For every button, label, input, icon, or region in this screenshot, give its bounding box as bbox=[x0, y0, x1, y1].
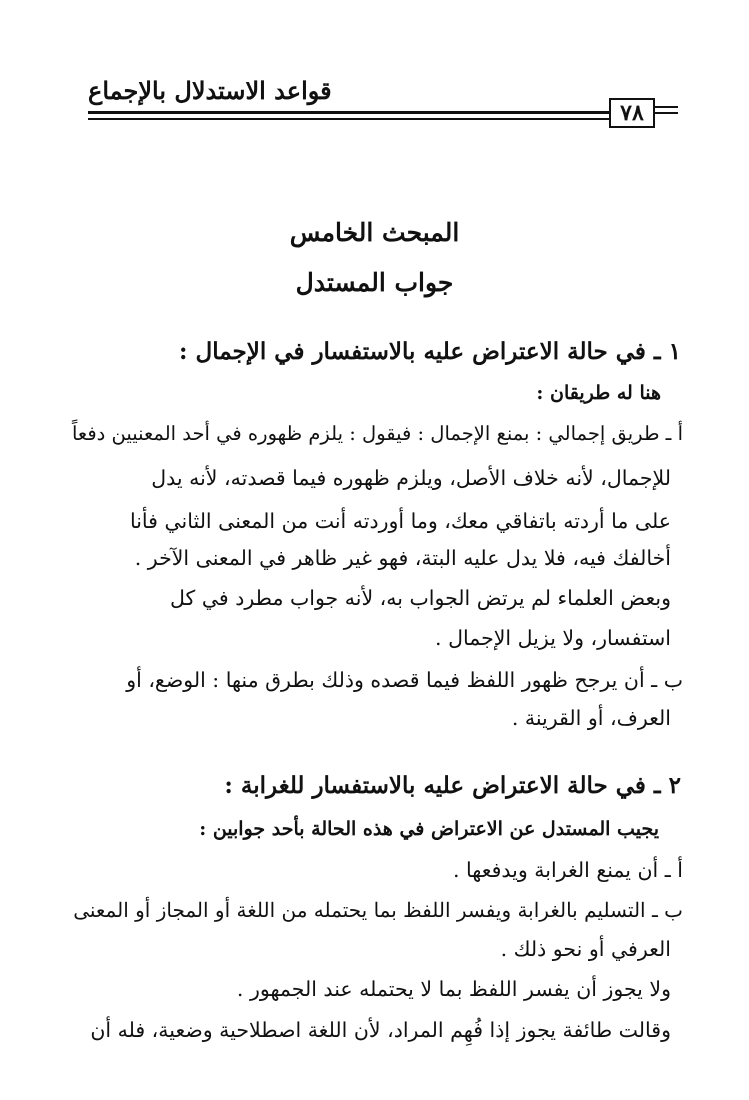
part1-heading: ١ ـ في حالة الاعتراض عليه بالاستفسار في الإجمال : bbox=[179, 338, 681, 365]
part2-intro: يجيب المستدل عن الاعتراض في هذه الحالة بأحد جوابين : bbox=[199, 818, 659, 840]
part1-line: استفسار، ولا يزيل الإجمال . bbox=[435, 626, 671, 650]
section-subtitle: جواب المستدل bbox=[295, 268, 454, 297]
part1-line: على ما أردته باتفاقي معك، وما أوردته أنت من المعنى الثاني فأنا bbox=[129, 509, 671, 533]
part1-line: أ ـ طريق إجمالي : بمنع الإجمال : فيقول : يلزم ظهوره في أحد المعنيين دفعاً bbox=[71, 422, 683, 445]
part1-line: للإجمال، لأنه خلاف الأصل، ويلزم ظهوره فيما قصدته، لأنه يدل bbox=[151, 466, 671, 490]
page-number-box bbox=[609, 98, 655, 128]
part1-line: العرف، أو القرينة . bbox=[511, 706, 671, 730]
part2-line: أ ـ أن يمنع الغرابة ويدفعها . bbox=[452, 858, 683, 882]
header-rule-thin bbox=[88, 118, 648, 120]
part1-line: ب ـ أن يرجح ظهور اللفظ فيما قصده وذلك بطرق منها : الوضع، أو bbox=[126, 668, 683, 692]
header-rule-thick bbox=[88, 111, 648, 114]
part2-heading: ٢ ـ في حالة الاعتراض عليه بالاستفسار للغرابة : bbox=[224, 772, 681, 799]
part2-line: العرفي أو نحو ذلك . bbox=[500, 937, 671, 961]
part1-intro: هنا له طريقان : bbox=[536, 382, 661, 404]
page-number: ٧٨ bbox=[620, 100, 644, 126]
section-title: المبحث الخامس bbox=[289, 218, 460, 247]
part2-line: ولا يجوز أن يفسر اللفظ بما لا يحتمله عند الجمهور . bbox=[236, 977, 671, 1001]
part1-line: أخالفك فيه، فلا يدل عليه البتة، فهو غير ظاهر في المعنى الآخر . bbox=[134, 546, 671, 570]
part1-line: وبعض العلماء لم يرتض الجواب به، لأنه جواب مطرد في كل bbox=[170, 586, 671, 610]
part2-line: ب ـ التسليم بالغرابة ويفسر اللفظ بما يحتمله من اللغة أو المجاز أو المعنى bbox=[73, 898, 683, 922]
running-title: قواعد الاستدلال بالإجماع bbox=[88, 76, 332, 105]
part2-line: وقالت طائفة يجوز إذا فُهِم المراد، لأن اللغة اصطلاحية وضعية، فله أن bbox=[90, 1018, 671, 1042]
